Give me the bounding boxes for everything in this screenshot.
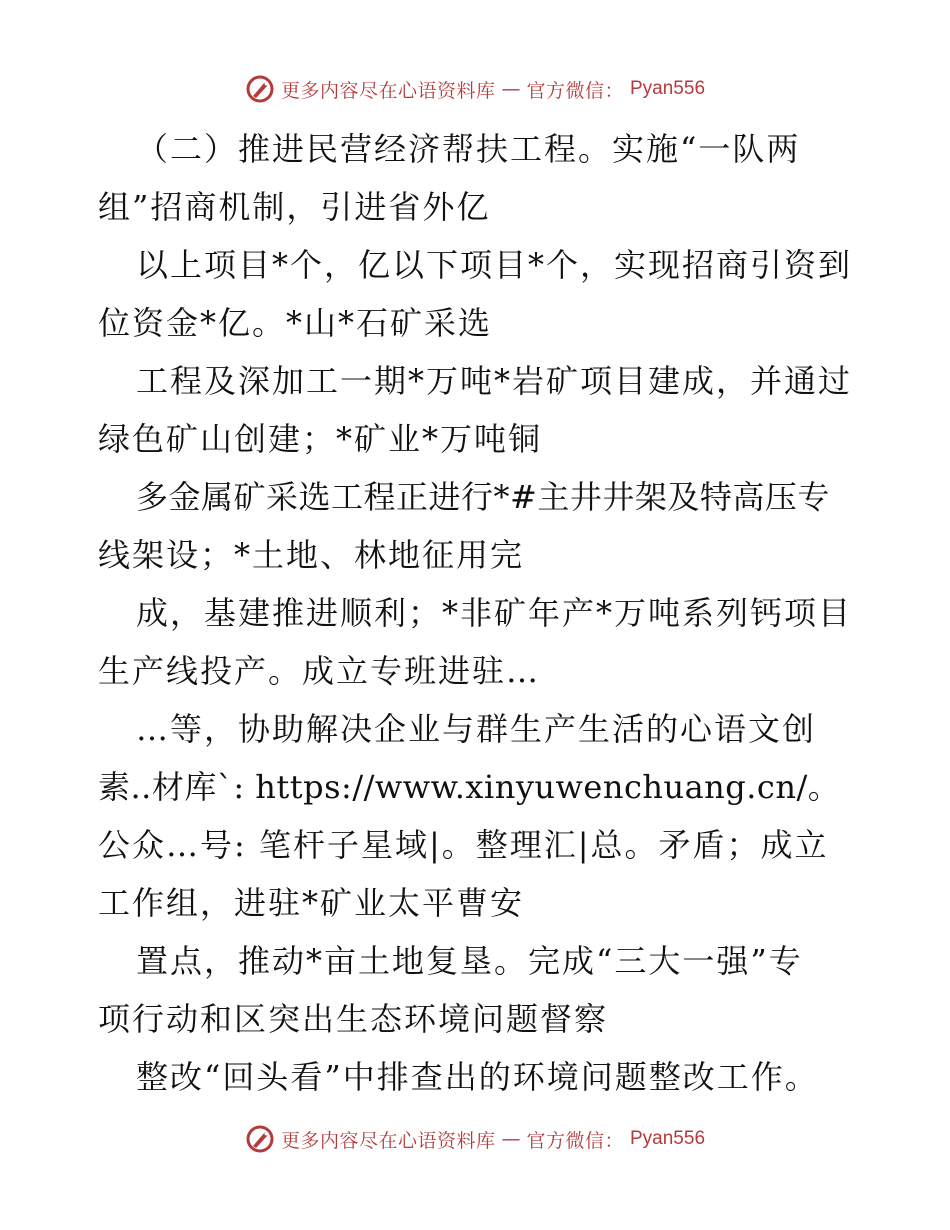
header-watermark-banner (0, 72, 950, 106)
banner-contact-label: 官方微信： (526, 1129, 624, 1152)
banner-contact-label: 官方微信： (526, 79, 624, 102)
text-line: 线架设；*土地、林地征用完 (98, 536, 525, 574)
text-line: 多金属矿采选工程正进行*#主井井架及特高压专 (136, 478, 830, 516)
text-line: 组”招商机制，引进省外亿 (98, 188, 491, 226)
banner-title: 更多内容尽在心语资料库 (280, 1129, 496, 1152)
text-line: 项行动和区突出生态环境问题督察 (98, 1000, 609, 1038)
banner-dash: — (501, 1128, 521, 1150)
text-line: （二）推进民营经济帮扶工程。实施“一队两 (136, 130, 801, 168)
text-line: 置点，推动*亩土地复垦。完成“三大一强”专 (136, 942, 803, 980)
text-line: 公众…号: 笔杆子星域|。整理汇|总。矛盾；成立 (98, 826, 829, 864)
text-line: 素..材库`: https://www.xinyuwenchuang.cn/。 (98, 768, 841, 806)
text-line: 工作组，进驻*矿业太平曹安 (98, 884, 525, 922)
text-line: 整改“回头看”中排查出的环境问题整改工作。 (136, 1058, 819, 1096)
banner-dash: — (501, 78, 521, 100)
text-line: 以上项目*个，亿以下项目*个，实现招商引资到 (136, 246, 853, 284)
logo-icon (245, 1124, 275, 1154)
banner-wechat-id: Pyan556 (630, 1128, 706, 1149)
text-line: 成，基建推进顺利；*非矿年产*万吨系列钙项目 (136, 594, 853, 632)
banner-wechat-id: Pyan556 (630, 78, 706, 99)
text-line: …等，协助解决企业与群生产生活的心语文创 (136, 710, 817, 748)
text-line: 工程及深加工一期*万吨*岩矿项目建成，并通过 (136, 362, 853, 400)
logo-icon (245, 74, 275, 104)
header-watermark (245, 74, 705, 104)
footer-watermark-banner (0, 1122, 950, 1156)
document-body (98, 120, 858, 1106)
text-line: 生产线投产。成立专班进驻… (98, 652, 541, 690)
banner-title: 更多内容尽在心语资料库 (280, 79, 496, 102)
text-line: 绿色矿山创建；*矿业*万吨铜 (98, 420, 543, 458)
footer-watermark (245, 1124, 705, 1154)
text-line: 位资金*亿。*山*石矿采选 (98, 304, 493, 342)
